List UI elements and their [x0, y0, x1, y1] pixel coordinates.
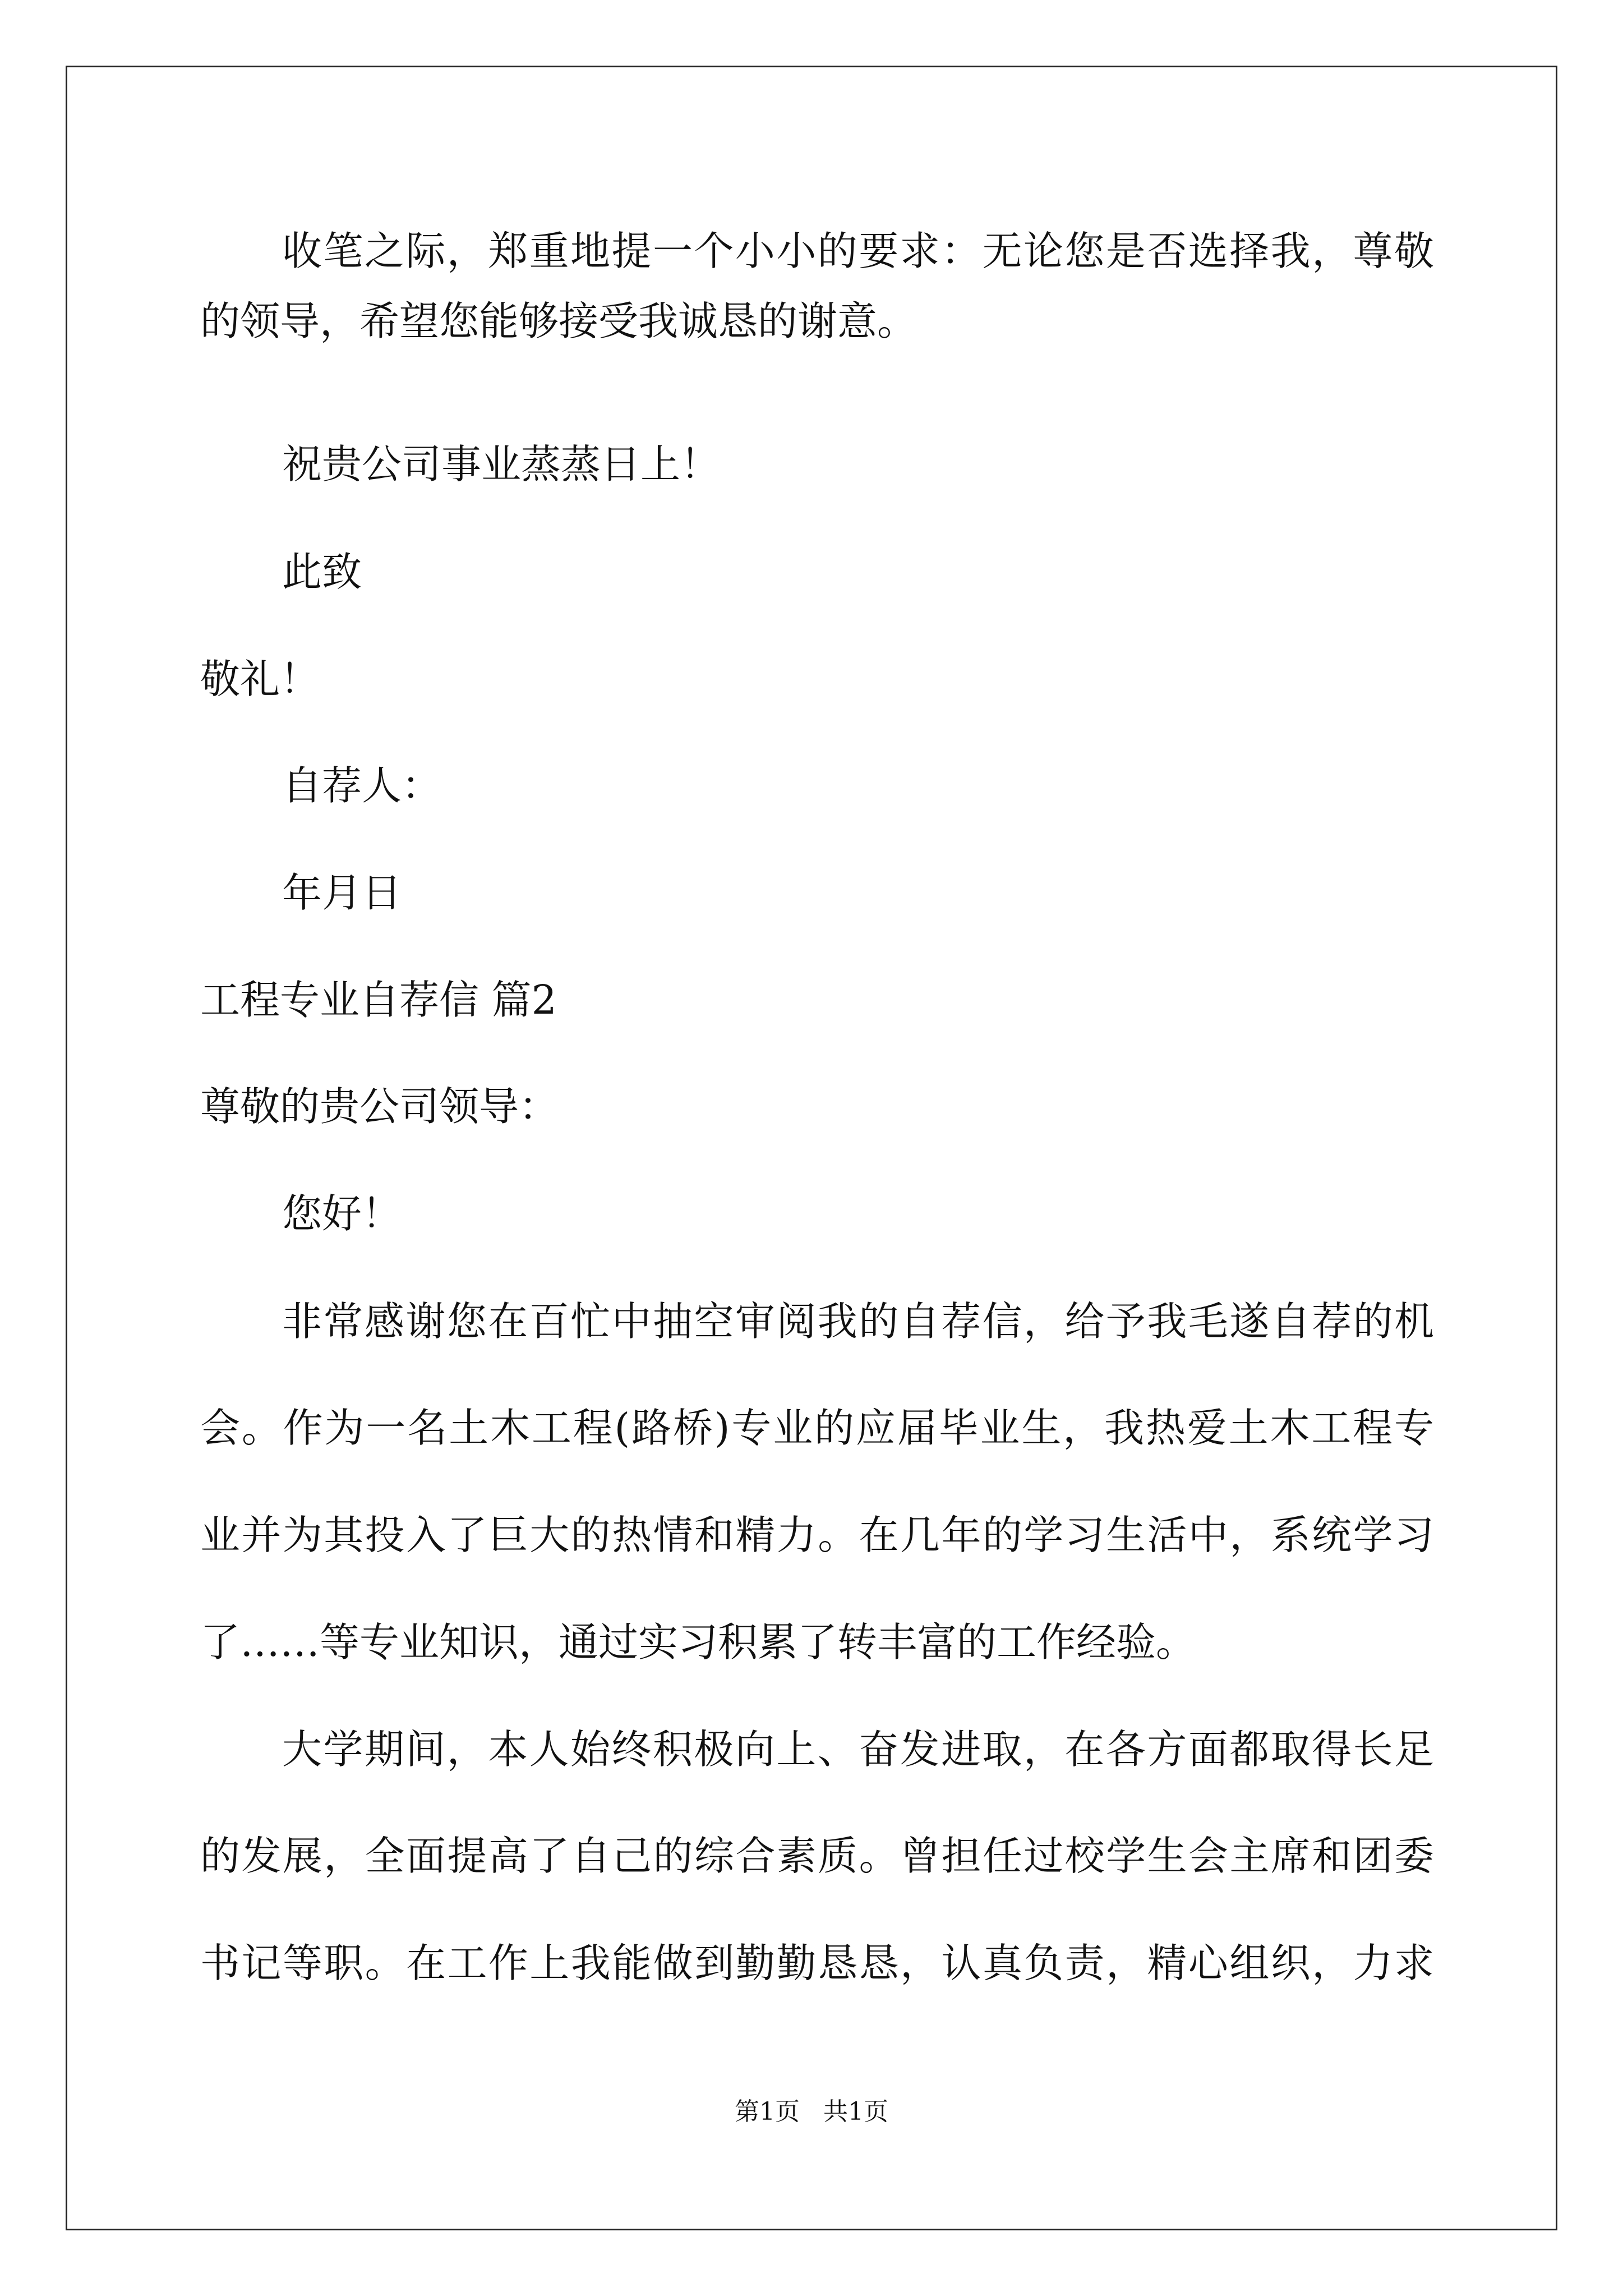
- page-frame: [66, 66, 1557, 2230]
- paragraph-line: 收笔之际，郑重地提一个小小的要求：无论您是否选择我，尊敬: [282, 228, 1434, 274]
- closing-salutation: 此致: [282, 549, 362, 595]
- paragraph-line: 非常感谢您在百忙中抽空审阅我的自荐信，给予我毛遂自荐的机: [282, 1298, 1434, 1345]
- paragraph-line: 会。作为一名土木工程(路桥)专业的应届毕业生，我热爱土木工程专: [200, 1405, 1434, 1451]
- date-line: 年月日: [282, 869, 402, 916]
- paragraph-line: 业并为其投入了巨大的热情和精力。在几年的学习生活中，系统学习: [200, 1512, 1434, 1558]
- page-number-footer: 第1页 共1页: [735, 2097, 888, 2126]
- paragraph-line: 书记等职。在工作上我能做到勤勤恳恳，认真负责，精心组织，力求: [200, 1940, 1434, 1986]
- signature-label: 自荐人：: [282, 762, 442, 809]
- paragraph-line: 了……等专业知识，通过实习积累了转丰富的工作经验。: [200, 1619, 1196, 1665]
- paragraph-line: 大学期间，本人始终积极向上、奋发进取，在各方面都取得长足: [282, 1726, 1434, 1773]
- paragraph-line: 的发展，全面提高了自己的综合素质。曾担任过校学生会主席和团委: [200, 1833, 1434, 1879]
- section-heading: 工程专业自荐信 篇2: [200, 977, 557, 1023]
- greeting-hello: 您好！: [282, 1190, 402, 1237]
- paragraph-line: 祝贵公司事业蒸蒸日上！: [282, 441, 721, 487]
- paragraph-line: 的领导，希望您能够接受我诚恳的谢意。: [200, 298, 917, 344]
- greeting-line: 尊敬的贵公司领导：: [200, 1083, 559, 1130]
- closing-regards: 敬礼！: [200, 656, 320, 702]
